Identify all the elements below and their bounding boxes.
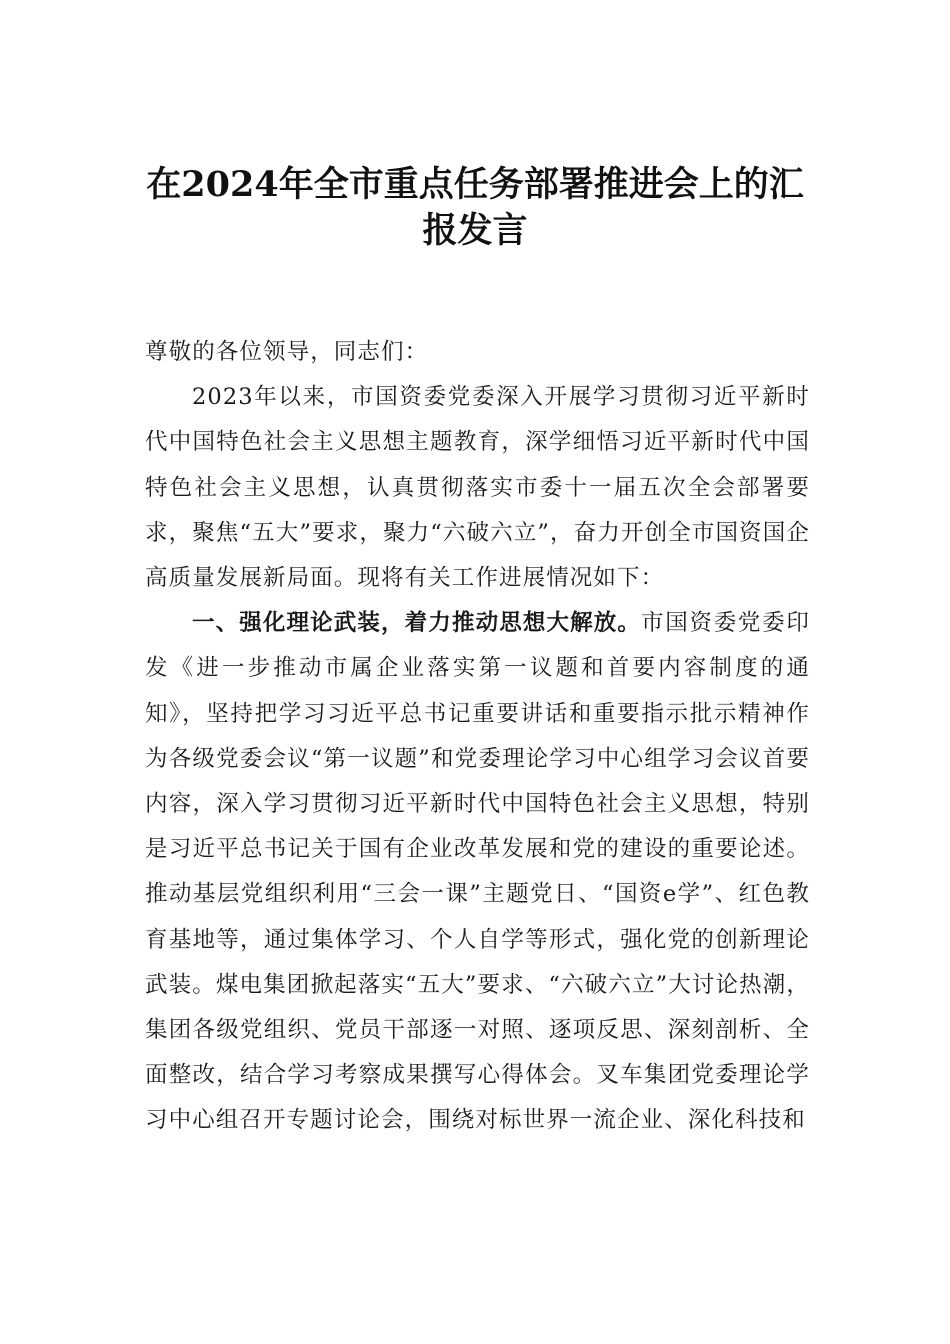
intro-paragraph: 2023年以来，市国资委党委深入开展学习贯彻习近平新时代中国特色社会主义思想主题教育，深学细悟习近平新时代中国特色社会主义思想，认真贯彻落实市委十一届五次全会部署要求，聚焦“五大”要求，聚力“六破六立”，奋力开创全市国资国企高质量发展新局面。现将有关工作进展情况如下： (145, 384, 810, 592)
document-title-line-1: 在2024年全市重点任务部署推进会上的汇 (146, 164, 804, 205)
section-1-paragraph (145, 601, 810, 1143)
section-1-body: 市国资委党委印发《进一步推动市属企业落实第一议题和首要内容制度的通知》，坚持把学习习近平总书记重要讲话和重要指示批示精神作为各级党委会议“第一议题”和党委理论学习中心组学习会议首要内容，深入学习贯彻习近平新时代中国特色社会主义思想，特别是习近平总书记关于国有企业改革发展和党的建设的重要论述。推动基层党组织利用“三会一课”主题党日、“国资e学”、红色教育基地等，通过集体学习、个人自学等形式，强化党的创新理论武装。煤电集团掀起落实“五大”要求、“六破六立”大讨论热潮，集团各级党组织、党员干部逐一对照、逐项反思、深刻剖析、全面整改，结合学习考察成果撰写心得体会。叉车集团党委理论学习中心组召开专题讨论会，围绕对标世界一流企业、深化科技和 (145, 610, 810, 1134)
section-1-heading: 一、强化理论武装，着力推动思想大解放。 (192, 610, 641, 637)
salutation: 尊敬的各位领导，同志们： (145, 339, 429, 365)
document-title-line-2: 报发言 (422, 210, 528, 251)
document-body (145, 330, 810, 1144)
